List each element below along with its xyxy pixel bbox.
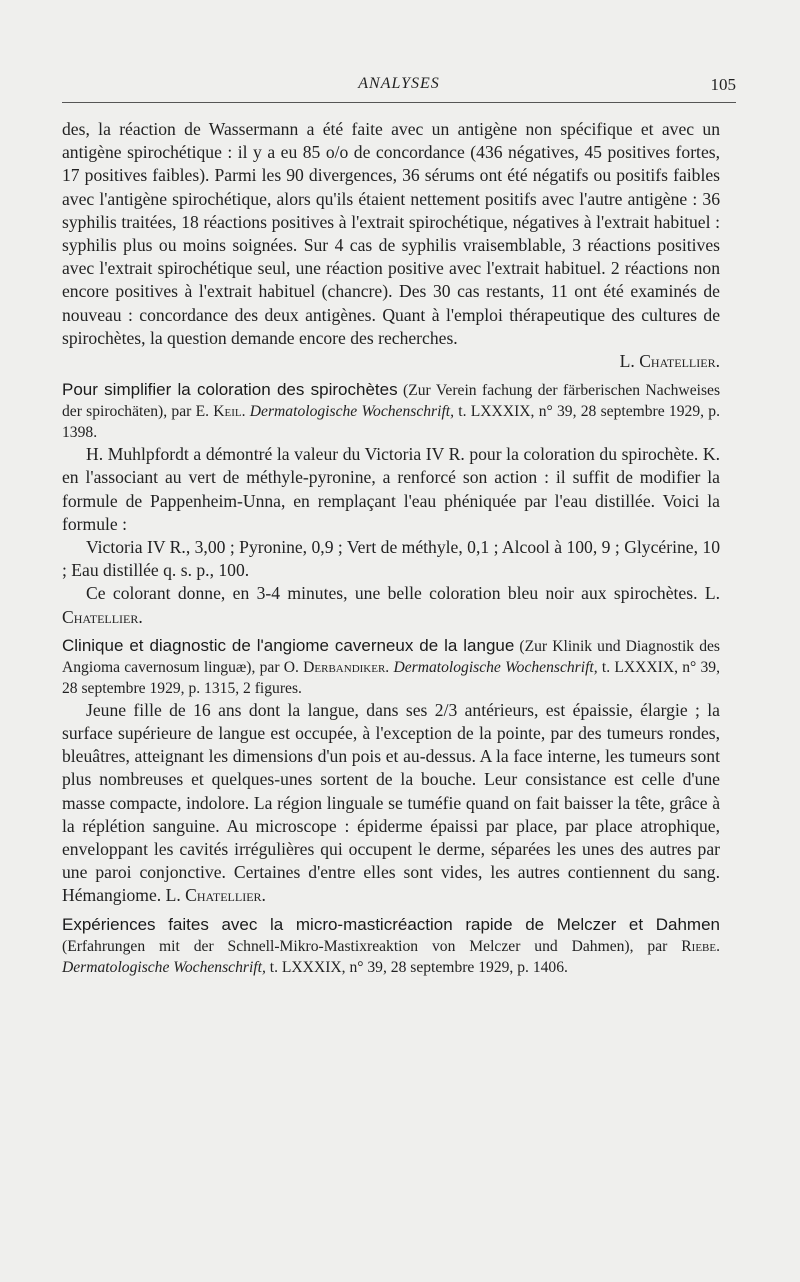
article-ref-post: t. LXXXIX, n° 39, 28 septembre 1929, p. 1406. xyxy=(269,958,568,976)
article-ref-pre: (Zur Verein fachung der färberischen Nachweises der spirochäten), par E. xyxy=(62,382,721,421)
article-heading xyxy=(62,379,720,443)
article-signature: L. Chatellier. xyxy=(165,885,266,906)
article-paragraph-text: Jeune fille de 16 ans dont la langue, dans ses 2/3 antérieurs, est épaissie, élargie ; la surface supérieure de langue est occupée, à l'exception de la pointe, par des tumeurs rondes, bleuâtres, atteignant les dimensions d'un pois et au-dessus. A la face interne, les tumeurs sont plus nombreuses et quelques-unes sortent de la bouche. Leur consistance est celle d'une masse compacte, indolore. La région linguale se tuméfie quand on fait baisser la tête, grâce à la réplétion sanguine. Au microscope : épiderme épaissi par place, par place atrophique, enveloppant les cavités irrégulières qui occupent le derme, séparées les unes des autres par une paroi conjonctive. Certaines d'entre elles sont vides, les autres contiennent du sang. Hémangiome. xyxy=(62,699,720,906)
article-journal: Dermatologische Wochenschrift, xyxy=(393,658,598,676)
article-paragraph-last xyxy=(62,699,720,908)
page-number: 105 xyxy=(710,75,736,94)
intro-text: des, la réaction de Wassermann a été faite avec un antigène non spécifique et avec un antigène spirochétique : il y a eu 85 o/o de concordance (436 négatives, 45 positives fortes, 17 positives faibles). Parmi les 90 divergences, 36 sérums ont été négatifs ou positifs faibles avec l'antigène spirochétique, alors qu'ils étaient nettement positifs avec l'autre antigène : 36 syphilis traitées, 18 réactions positives à l'extrait spirochétique, négatives à l'extrait habituel : syphilis plus ou moins soignées. Sur 4 cas de syphilis vraisemblable, 3 réactions positives avec l'extrait spirochétique seul, une réaction positive avec l'extrait habituel. 2 réactions non encore positives à l'extrait habituel (chancre). Des 30 cas restants, 11 ont été examinés de nouveau : concordance des deux antigènes. Quant à l'emploi thérapeutique des cultures de spirochètes, la question demande encore des recherches. xyxy=(62,119,720,348)
article-paragraph-last xyxy=(62,582,720,628)
intro-paragraph xyxy=(62,118,720,373)
article-signature: L. Chatellier. xyxy=(62,583,720,627)
article-ref-pre: (Zur Klinik und Diagnostik des Angioma cavernosum linguæ), par O. xyxy=(62,637,720,676)
running-title: ANALYSES xyxy=(358,75,440,92)
article-paragraph-text: Ce colorant donne, en 3-4 minutes, une belle coloration bleu noir aux spirochètes. xyxy=(86,583,698,604)
article-title: Expériences faites avec la micro-masticréaction rapide de Melczer et Dahmen xyxy=(62,914,720,934)
article-angiome-caverneux xyxy=(62,635,720,908)
article-heading xyxy=(62,914,720,978)
article-author: Riebe. xyxy=(681,937,720,955)
intro-signature: L. Chatellier. xyxy=(619,351,720,372)
article-paragraph: Victoria IV R., 3,00 ; Pyronine, 0,9 ; Vert de méthyle, 0,1 ; Alcool à 100, 9 ; Glycérine, 10 ; Eau distillée q. s. p., 100. xyxy=(62,537,720,581)
article-title: Clinique et diagnostic de l'angiome caverneux de la langue xyxy=(62,635,515,655)
article-journal: Dermatologische Wochenschrift, xyxy=(62,958,266,976)
article-heading xyxy=(62,635,720,699)
article-ref-pre: (Erfahrungen mit der Schnell-Mikro-Mastixreaktion von Melczer und Dahmen), par xyxy=(62,937,668,955)
article-journal: Dermatologische Wochenschrift, xyxy=(249,403,455,421)
page-header xyxy=(62,72,736,103)
article-coloration-spirochetes xyxy=(62,379,720,629)
article-author: Derbandiker. xyxy=(303,658,390,676)
article-paragraph: H. Muhlpfordt a démontré la valeur du Victoria IV R. pour la coloration du spirochète. K. en l'associant au vert de méthyle-pyronine, a renforcé son action : il suffit de modifier la formule de Pappenheim-Unna, en remplaçant l'eau phéniquée par l'eau distillée. Voici la formule : xyxy=(62,444,720,534)
page-body xyxy=(62,118,720,978)
article-author: Keil. xyxy=(213,403,246,421)
article-title: Pour simplifier la coloration des spirochètes xyxy=(62,380,398,400)
article-micro-masticreaction xyxy=(62,914,720,978)
article-ref-post: t. LXXXIX, n° 39, 28 septembre 1929, p. 1398. xyxy=(62,403,720,442)
article-ref-post: t. LXXXIX, n° 39, 28 septembre 1929, p. 1315, 2 figures. xyxy=(62,658,720,697)
